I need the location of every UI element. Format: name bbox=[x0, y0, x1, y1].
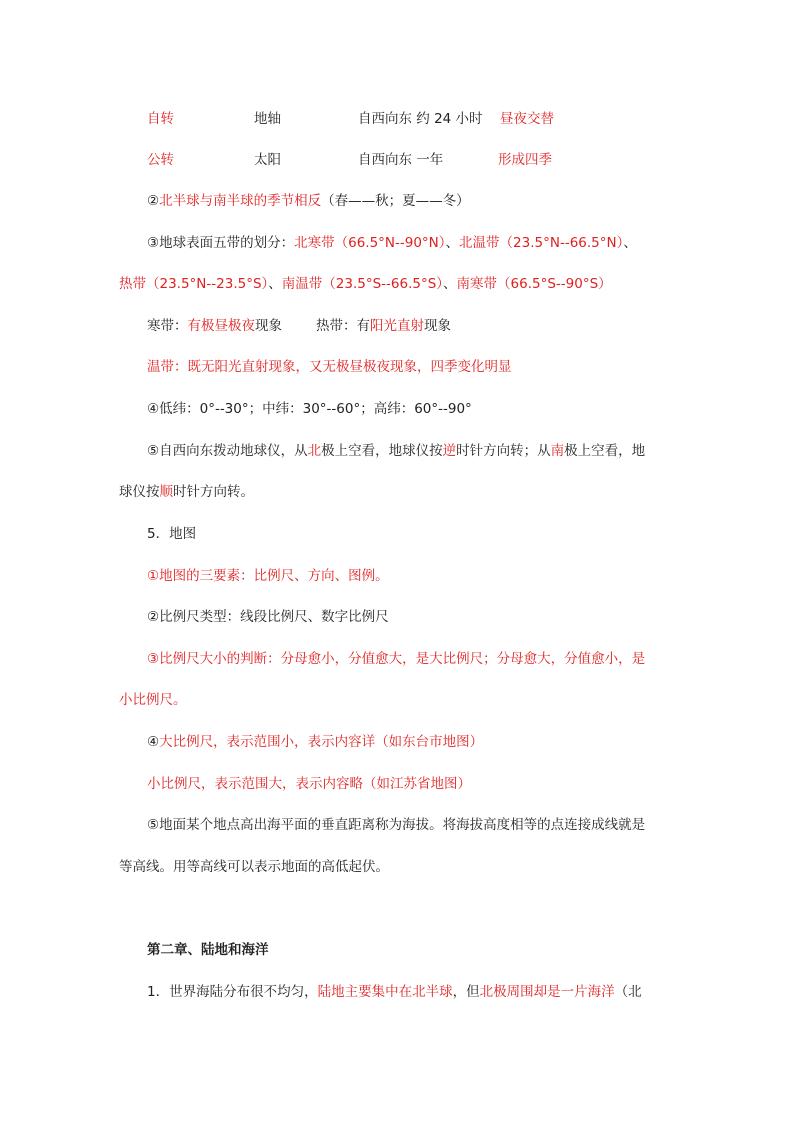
globe-north: 北 bbox=[307, 443, 322, 459]
frigid-tail: 现象 bbox=[255, 318, 282, 334]
seasons-number: ② bbox=[147, 193, 160, 209]
seasons-paragraph bbox=[147, 191, 470, 211]
rotation-direction-period: 自西向东 约 24 小时 bbox=[358, 111, 483, 127]
zones-number: ③ bbox=[147, 235, 160, 251]
tropical-red: 阳光直射 bbox=[370, 318, 424, 334]
zones-line-2 bbox=[119, 274, 612, 294]
map-heading: 5．地图 bbox=[147, 526, 197, 542]
scale-types: ②比例尺类型：线段比例尺、数字比例尺 bbox=[147, 609, 389, 625]
temperate-phenomenon: 温带：既无阳光直射现象，又无极昼极夜现象，四季变化明显 bbox=[147, 359, 512, 375]
zone-sep: 、 bbox=[623, 235, 637, 251]
revolution-effect: 形成四季 bbox=[498, 152, 552, 168]
zone-north-temperate: 北温带（23.5°N--66.5°N） bbox=[459, 235, 624, 251]
globe-south: 南 bbox=[550, 443, 565, 459]
contour-line-2: 等高线。用等高线可以表示地面的高低起伏。 bbox=[119, 859, 389, 875]
large-scale-text: 大比例尺，表示范围小，表示内容详（如东台市地图） bbox=[159, 734, 484, 750]
revolution-direction-period: 自西向东 一年 bbox=[358, 152, 444, 168]
globe-line-1 bbox=[147, 441, 645, 461]
chapter-2-title: 第二章、陆地和海洋 bbox=[147, 942, 269, 958]
tropical-phenomenon bbox=[316, 316, 451, 336]
frigid-label: 寒带： bbox=[147, 318, 188, 334]
chapter-2-text: ，但 bbox=[452, 984, 480, 1000]
zones-intro: 地球表面五带的划分： bbox=[159, 235, 295, 251]
globe-text: 时针方向转；从 bbox=[456, 443, 551, 459]
rotation-motion: 自转 bbox=[147, 111, 174, 127]
zone-south-temperate: 南温带（23.5°S--66.5°S） bbox=[281, 276, 444, 292]
seasons-rest: （春——秋；夏——冬） bbox=[321, 193, 470, 209]
map-elements: ①地图的三要素：比例尺、方向、图例。 bbox=[147, 568, 389, 584]
globe-line-2 bbox=[119, 482, 254, 502]
globe-text: 时针方向转。 bbox=[173, 484, 254, 500]
rotation-center: 地轴 bbox=[254, 111, 281, 127]
chapter-2-text: 1．世界海陆分布很不均匀， bbox=[147, 984, 318, 1000]
frigid-red: 有极昼极夜 bbox=[187, 318, 255, 334]
seasons-red-text: 北半球与南半球的季节相反 bbox=[159, 193, 322, 209]
rotation-effect: 昼夜交替 bbox=[500, 111, 554, 127]
arctic-ocean: 北极周围却是一片海洋 bbox=[479, 984, 615, 1000]
zone-north-frigid: 北寒带（66.5°N--90°N） bbox=[294, 235, 446, 251]
revolution-center: 太阳 bbox=[254, 152, 281, 168]
large-scale-number: ④ bbox=[147, 734, 160, 750]
scale-judge-line-2: 小比例尺。 bbox=[119, 692, 187, 708]
globe-text: 球仪按 bbox=[119, 484, 160, 500]
contour-line-1: ⑤地面某个地点高出海平面的垂直距离称为海拔。将海拔高度相等的点连接成线就是 bbox=[147, 817, 646, 833]
zone-tropical: 热带（23.5°N--23.5°S） bbox=[119, 276, 269, 292]
zone-sep: 、 bbox=[445, 235, 460, 251]
small-scale: 小比例尺，表示范围大，表示内容略（如江苏省地图） bbox=[147, 776, 471, 792]
zone-sep: 、 bbox=[268, 276, 282, 292]
zones-line-1 bbox=[147, 233, 637, 253]
zone-sep: 、 bbox=[443, 276, 457, 292]
zone-south-frigid: 南寒带（66.5°S--90°S） bbox=[456, 276, 612, 292]
tropical-label: 热带：有 bbox=[316, 318, 370, 334]
land-north-hemisphere: 陆地主要集中在北半球 bbox=[317, 984, 453, 1000]
globe-text: 极上空看，地球仪按 bbox=[321, 443, 443, 459]
chapter-2-text: （北 bbox=[614, 984, 642, 1000]
tropical-tail: 现象 bbox=[424, 318, 451, 334]
scale-judge-line-1: ③比例尺大小的判断：分母愈小，分值愈大，是大比例尺；分母愈大，分值愈小，是 bbox=[147, 651, 646, 667]
frigid-phenomenon bbox=[147, 316, 282, 336]
revolution-motion: 公转 bbox=[147, 152, 174, 168]
large-scale bbox=[147, 732, 483, 752]
latitude-paragraph: ④低纬：0°--30°；中纬：30°--60°；高纬：60°--90° bbox=[147, 401, 472, 417]
globe-text: ⑤自西向东拨动地球仪，从 bbox=[147, 443, 308, 459]
globe-counter: 逆 bbox=[442, 443, 457, 459]
chapter-2-paragraph-1 bbox=[147, 982, 642, 1002]
globe-text: 极上空看，地 bbox=[564, 443, 646, 459]
globe-clockwise: 顺 bbox=[159, 484, 173, 500]
